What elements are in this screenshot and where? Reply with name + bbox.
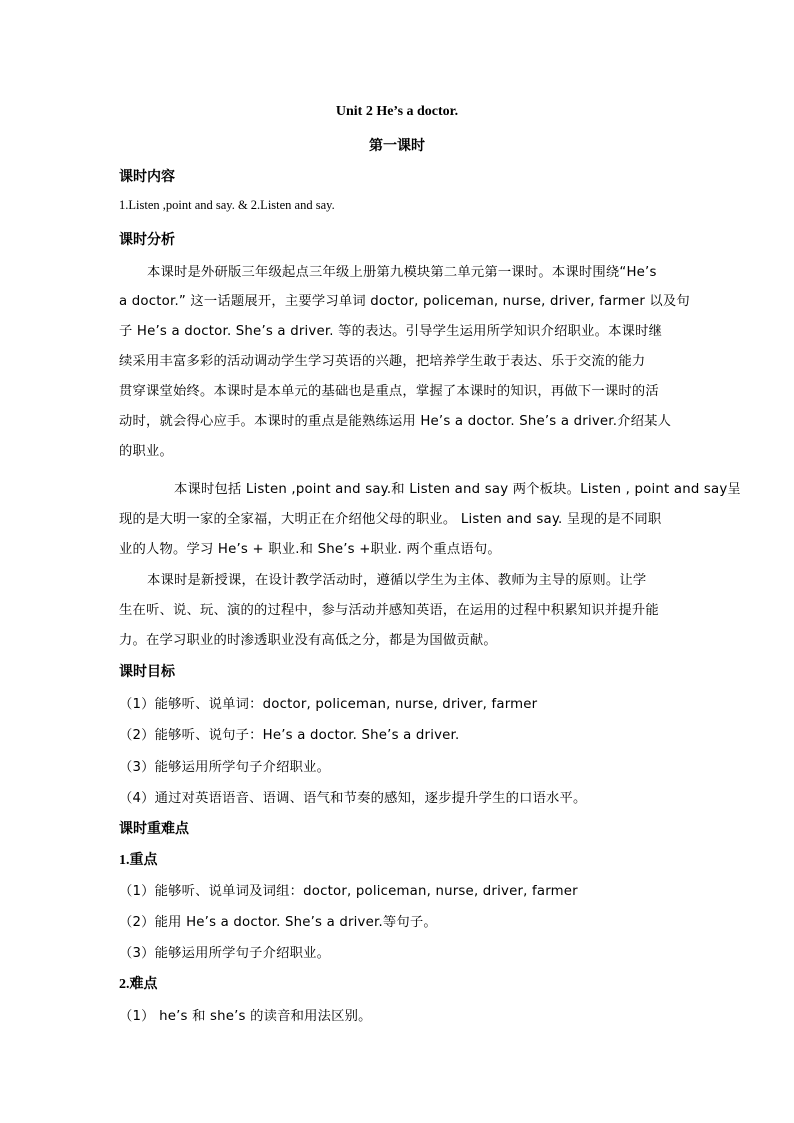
goals-heading: 课时目标 [119,665,175,680]
document-title: Unit 2 He’s a doctor. [335,104,459,119]
goal-item: （4）通过对英语语音、语调、语气和节奏的感知，逐步提升学生的口语水平。 [119,791,587,806]
analysis-line: a doctor.” 这一话题展开，主要学习单词 doctor, policeman, nurse, driver, farmer 以及句 [119,294,690,309]
analysis-line: 业的人物。学习 He’s + 职业.和 She’s +职业. 两个重点语句。 [119,542,501,557]
analysis-line: 力。在学习职业的时渗透职业没有高低之分，都是为国做贡献。 [119,633,497,648]
key-point-item: （1）能够听、说单词及词组：doctor, policeman, nurse, driver, farmer [119,884,578,899]
analysis-line: 现的是大明一家的全家福，大明正在介绍他父母的职业。 Listen and say. 呈现的是不同职 [119,512,662,527]
content-line: 1.Listen ,point and say. & 2.Listen and say. [119,198,335,212]
key-point-item: （2）能用 He’s a doctor. She’s a driver.等句子。 [119,915,437,930]
analysis-heading: 课时分析 [119,233,175,248]
analysis-line: 本课时包括 Listen ,point and say.和 Listen and say 两个板块。Listen , point and say呈 [174,482,741,497]
goal-item: （2）能够听、说句子：He’s a doctor. She’s a driver. [119,728,460,743]
analysis-line: 的职业。 [119,444,173,459]
analysis-line: 贯穿课堂始终。本课时是本单元的基础也是重点，掌握了本课时的知识，再做下一课时的活 [119,384,659,399]
content-heading: 课时内容 [119,170,175,185]
difficult-item: （1） he’s 和 she’s 的读音和用法区别。 [119,1009,372,1024]
analysis-line: 生在听、说、玩、演的的过程中，参与活动并感知英语，在运用的过程中积累知识并提升能 [119,603,659,618]
analysis-line: 本课时是外研版三年级起点三年级上册第九模块第二单元第一课时。本课时围绕“He’s [147,265,657,280]
difficult-heading: 2.难点 [119,977,158,992]
goal-item: （3）能够运用所学句子介绍职业。 [119,760,331,775]
analysis-line: 本课时是新授课，在设计教学活动时，遵循以学生为主体、教师为主导的原则。让学 [147,573,647,588]
analysis-line: 续采用丰富多彩的活动调动学生学习英语的兴趣，把培养学生敢于表达、乐于交流的能力 [119,354,646,369]
key-point-item: （3）能够运用所学句子介绍职业。 [119,946,331,961]
analysis-line: 动时，就会得心应手。本课时的重点是能熟练运用 He’s a doctor. She’s a driver.介绍某人 [119,414,672,429]
lesson-subtitle: 第一课时 [369,139,425,154]
key-heading: 课时重难点 [119,822,189,837]
goal-item: （1）能够听、说单词：doctor, policeman, nurse, driver, farmer [119,697,538,712]
key-point-heading: 1.重点 [119,853,158,868]
analysis-line: 子 He’s a doctor. She’s a driver. 等的表达。引导学生运用所学知识介绍职业。本课时继 [119,324,663,339]
